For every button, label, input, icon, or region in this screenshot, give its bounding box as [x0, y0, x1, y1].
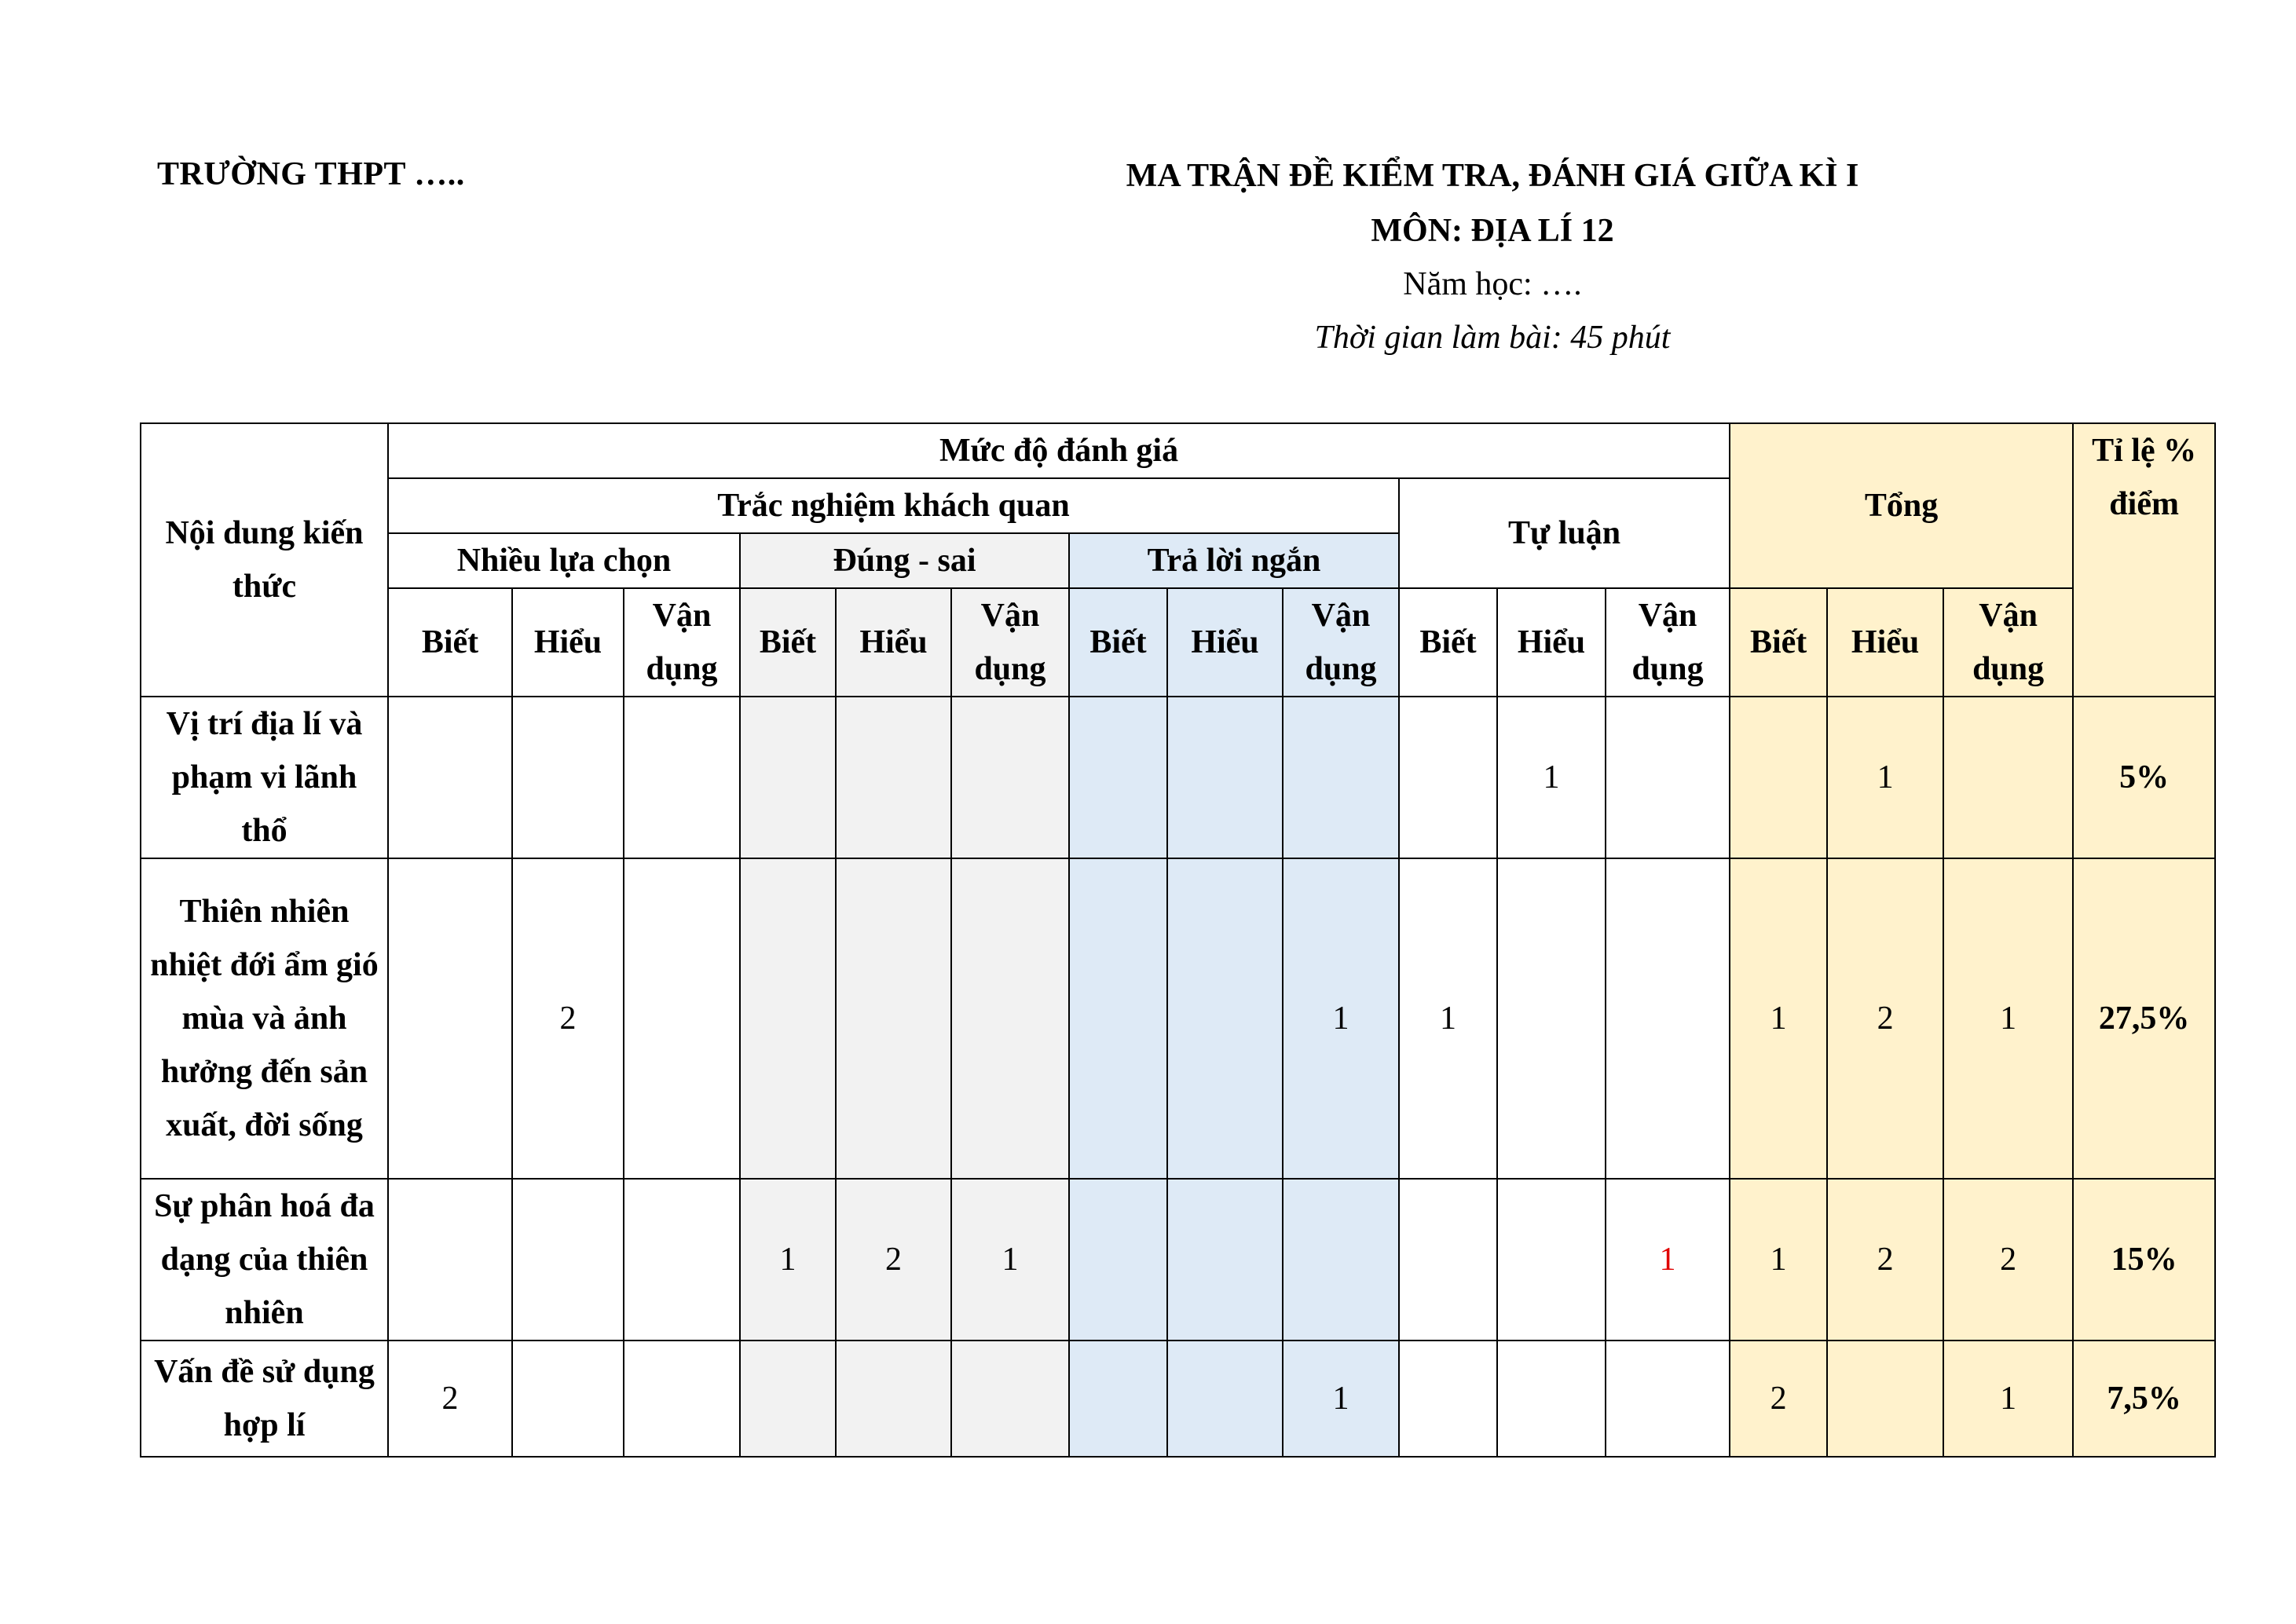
count-cell: 2 — [388, 1341, 512, 1457]
count-cell: 1 — [1283, 858, 1399, 1179]
count-cell: 1 — [1730, 1179, 1827, 1341]
count-cell — [951, 858, 1069, 1179]
count-cell — [1283, 1179, 1399, 1341]
count-cell — [1606, 858, 1730, 1179]
count-cell: 2 — [1827, 858, 1943, 1179]
count-cell — [836, 697, 951, 858]
count-cell: 1 — [1730, 858, 1827, 1179]
count-cell — [1283, 697, 1399, 858]
header-short-answer: Trả lời ngắn — [1069, 533, 1399, 588]
count-cell — [512, 1341, 624, 1457]
document-title: MA TRẬN ĐỀ KIỂM TRA, ĐÁNH GIÁ GIỮA KÌ I — [1126, 158, 1859, 194]
count-cell — [836, 1341, 951, 1457]
count-cell — [1069, 1179, 1167, 1341]
count-cell — [1167, 1179, 1283, 1341]
count-cell — [1399, 1341, 1497, 1457]
header-essay: Tự luận — [1399, 478, 1730, 588]
header-true-false: Đúng - sai — [740, 533, 1069, 588]
count-cell — [1606, 1341, 1730, 1457]
count-cell — [1606, 697, 1730, 858]
count-cell — [1167, 697, 1283, 858]
count-cell — [1943, 697, 2073, 858]
count-cell — [1497, 1179, 1606, 1341]
level-header: Vận dụng — [624, 588, 740, 697]
table-row — [141, 697, 2215, 858]
assessment-matrix-table — [140, 422, 2216, 1458]
count-cell — [1069, 1341, 1167, 1457]
count-cell — [512, 1179, 624, 1341]
count-cell — [836, 858, 951, 1179]
exam-duration: Thời gian làm bài: 45 phút — [1314, 320, 1671, 356]
count-cell — [1399, 697, 1497, 858]
topic-cell: Thiên nhiên nhiệt đới ẩm gió mùa và ảnh hưởng đến sản xuất, đời sống — [141, 858, 388, 1179]
count-cell: 2 — [1827, 1179, 1943, 1341]
level-header: Vận dụng — [1606, 588, 1730, 697]
count-cell — [624, 1341, 740, 1457]
topic-cell: Vị trí địa lí và phạm vi lãnh thổ — [141, 697, 388, 858]
count-cell — [388, 858, 512, 1179]
level-header: Hiểu — [1827, 588, 1943, 697]
header-ratio: Tỉ lệ % điểm — [2073, 423, 2215, 697]
count-cell — [1827, 1341, 1943, 1457]
count-cell: 1 — [951, 1179, 1069, 1341]
header-multiple-choice: Nhiều lựa chọn — [388, 533, 740, 588]
level-header: Biết — [1399, 588, 1497, 697]
level-header: Biết — [388, 588, 512, 697]
count-cell — [951, 1341, 1069, 1457]
count-cell — [1069, 697, 1167, 858]
count-cell — [388, 1179, 512, 1341]
school-year: Năm học: …. — [1403, 266, 1582, 302]
count-cell — [740, 697, 836, 858]
header-total: Tổng — [1730, 423, 2073, 588]
level-header: Vận dụng — [1283, 588, 1399, 697]
topic-cell: Vấn đề sử dụng hợp lí — [141, 1341, 388, 1457]
count-cell: 2 — [836, 1179, 951, 1341]
level-header: Hiểu — [1167, 588, 1283, 697]
level-header: Biết — [1730, 588, 1827, 697]
level-header: Vận dụng — [1943, 588, 2073, 697]
count-cell: 1 — [1399, 858, 1497, 1179]
percent-cell: 27,5% — [2073, 858, 2215, 1179]
count-cell — [624, 858, 740, 1179]
table-row — [141, 1179, 2215, 1341]
level-header: Biết — [1069, 588, 1167, 697]
count-cell — [740, 1341, 836, 1457]
count-cell — [1497, 1341, 1606, 1457]
count-cell: 2 — [512, 858, 624, 1179]
percent-cell: 5% — [2073, 697, 2215, 858]
count-cell: 1 — [1943, 858, 2073, 1179]
count-cell — [624, 697, 740, 858]
level-header: Hiểu — [512, 588, 624, 697]
count-cell: 1 — [1497, 697, 1606, 858]
level-header: Biết — [740, 588, 836, 697]
title-block — [1021, 155, 1964, 358]
count-cell — [388, 697, 512, 858]
count-cell: 1 — [1943, 1341, 2073, 1457]
topic-cell: Sự phân hoá đa dạng của thiên nhiên — [141, 1179, 388, 1341]
count-cell — [1167, 1341, 1283, 1457]
count-cell — [1497, 858, 1606, 1179]
count-cell: 2 — [1943, 1179, 2073, 1341]
percent-cell: 7,5% — [2073, 1341, 2215, 1457]
school-name: TRƯỜNG THPT ….. — [157, 156, 465, 192]
highlighted-count-cell: 1 — [1606, 1179, 1730, 1341]
level-header: Hiểu — [836, 588, 951, 697]
count-cell — [512, 697, 624, 858]
count-cell — [1399, 1179, 1497, 1341]
count-cell: 1 — [740, 1179, 836, 1341]
count-cell: 1 — [1283, 1341, 1399, 1457]
level-header: Vận dụng — [951, 588, 1069, 697]
count-cell — [1167, 858, 1283, 1179]
table-row — [141, 1341, 2215, 1457]
count-cell — [624, 1179, 740, 1341]
percent-cell: 15% — [2073, 1179, 2215, 1341]
count-cell — [1730, 697, 1827, 858]
subject-title: MÔN: ĐỊA LÍ 12 — [1371, 213, 1614, 249]
count-cell — [740, 858, 836, 1179]
header-content: Nội dung kiến thức — [141, 423, 388, 697]
count-cell: 2 — [1730, 1341, 1827, 1457]
count-cell — [1069, 858, 1167, 1179]
header-assessment-level: Mức độ đánh giá — [388, 423, 1730, 478]
table-row — [141, 858, 2215, 1179]
header-objective: Trắc nghiệm khách quan — [388, 478, 1399, 533]
count-cell: 1 — [1827, 697, 1943, 858]
level-header: Hiểu — [1497, 588, 1606, 697]
count-cell — [951, 697, 1069, 858]
